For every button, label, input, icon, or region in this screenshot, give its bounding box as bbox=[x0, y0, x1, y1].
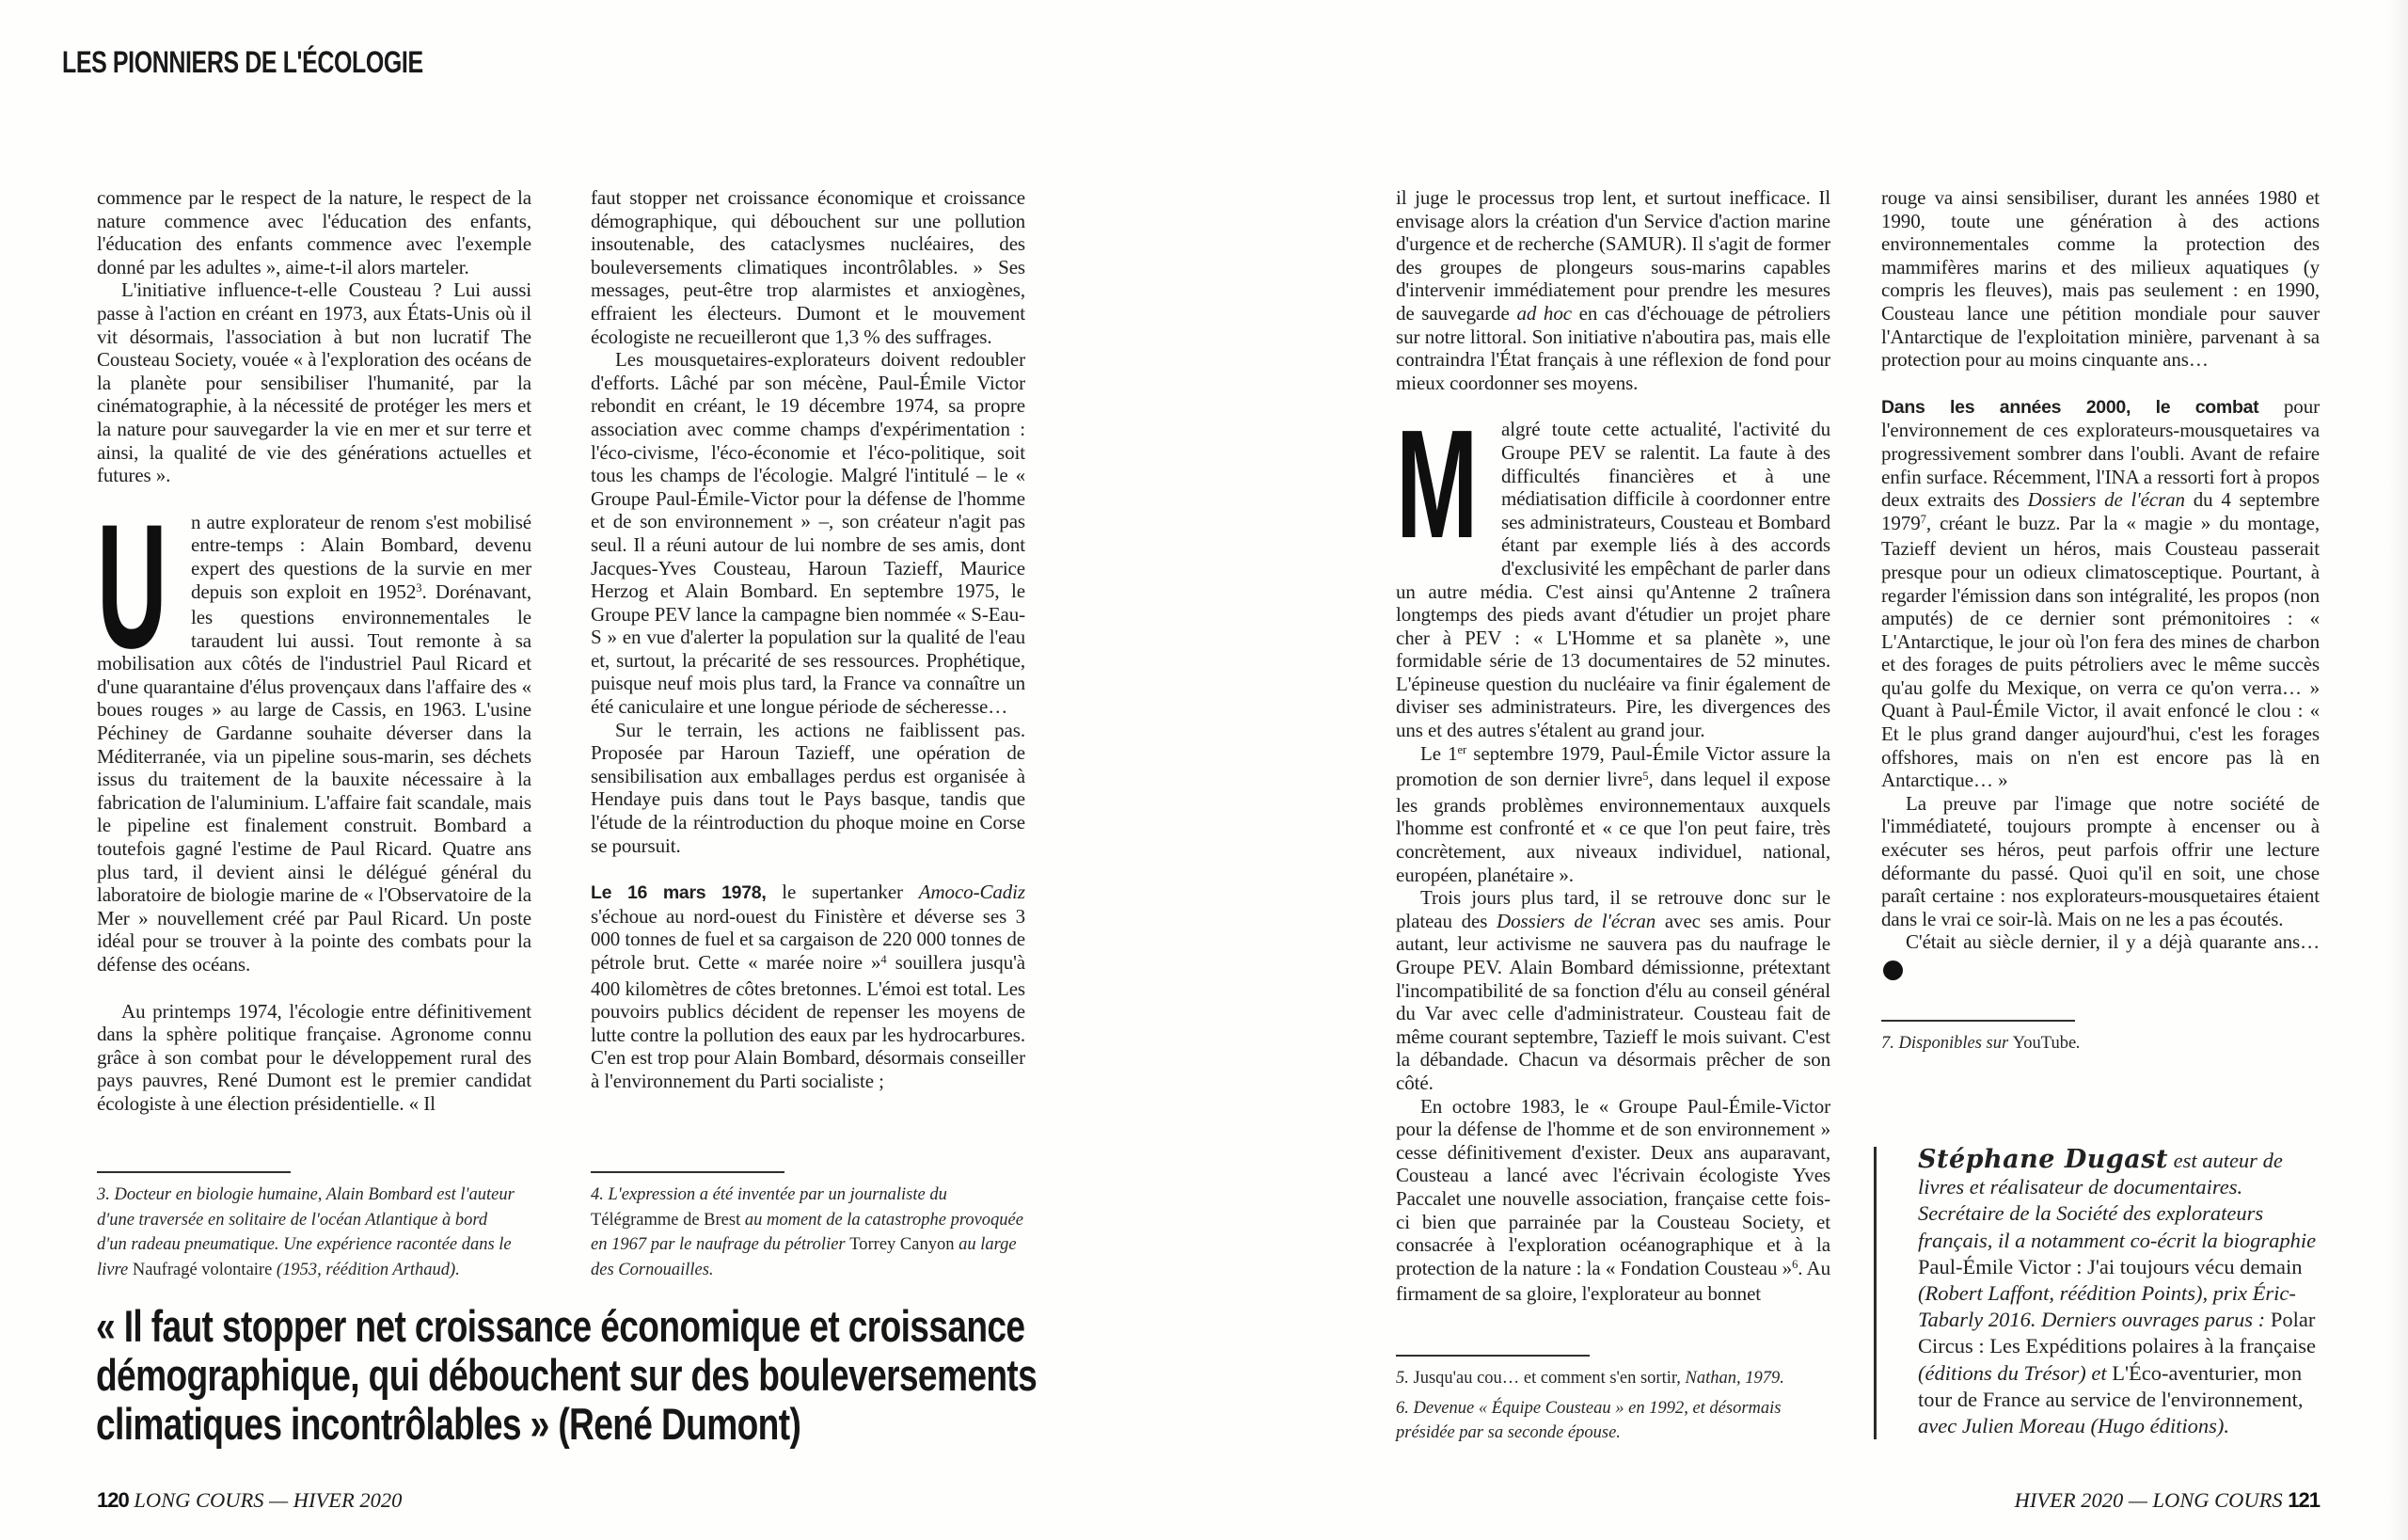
page-folio-right bbox=[1881, 1488, 2320, 1513]
text-run: s'échoue au nord-ouest du Finistère et déverse ses 3 000 tonnes de fuel et sa cargaison de 220 000 tonnes de pétrole brut. Cette « marée noire » bbox=[591, 904, 1025, 974]
author-bio-text bbox=[1918, 1145, 2317, 1438]
text-run: 7. Disponibles sur bbox=[1881, 1034, 2013, 1053]
folio-text: HIVER 2020 — LONG COURS bbox=[2014, 1488, 2283, 1512]
text-run: YouTube bbox=[2012, 1034, 2077, 1053]
text-column-3 bbox=[1396, 186, 1830, 1306]
text-run: er bbox=[1457, 743, 1467, 757]
text-run: 4. L'expression a été inventée par un journaliste du bbox=[591, 1185, 947, 1204]
text-run: 7 bbox=[1920, 513, 1926, 527]
text-run: faut stopper net croissance économique et croissance démographique, qui débouchent sur une pollution insoutenable, des cataclysmes nucléaires, des bouleversements climatiques incontrôlables. » Ses messages, peut-être trop alarmistes et anxiogènes, effraient les électeurs. Dumont et le mouvement écologiste ne recueilleront que 1,3 % des suffrages. bbox=[591, 186, 1025, 348]
text-run: . bbox=[2076, 1034, 2081, 1053]
paragraph bbox=[591, 186, 1025, 348]
end-mark-icon: S bbox=[1883, 961, 1903, 980]
text-run: Stéphane Dugast bbox=[1918, 1145, 2168, 1174]
footnote-text bbox=[1396, 1366, 1825, 1391]
text-run: . Dorénavant, les questions environnementales le taraudent lui aussi. Tout remonte à sa mobilisation aux côtés de l'industriel Paul Ricard et d'une quarantaine d'élus provençaux dans l'affaire des « boues rouges » au large de Cassis, en 1963. L'usine Péchiney de Gardanne souhaite déverser dans la Méditerranée, via un pipeline sous-marin, ses déchets issus du traitement de la bauxite nécessaire à la fabrication de l'aluminium. L'affaire fait scandale, mais le pipeline est finalement construit. Bombard a toutefois gagné l'estime de Paul Ricard. Quatre ans plus tard, il devient ainsi le délégué général du laboratoire de biologie marine de « l'Observatoire de la Mer » nouvellement créé par Paul Ricard. Un poste idéal pour se trouver à la pointe des combats pour la défense des océans. bbox=[97, 579, 532, 976]
text-run: est auteur de livres et réalisateur de documentaires. Secrétaire de la Société des explorateurs français, il a notamment co-écrit la biographie bbox=[1918, 1149, 2317, 1252]
paragraph bbox=[97, 278, 531, 486]
text-column-4 bbox=[1881, 186, 2320, 980]
text-run: au moment de la catastrophe provoquée en 1967 par le naufrage du pétrolier bbox=[591, 1210, 1023, 1254]
footnote-rule bbox=[1881, 1020, 2075, 1022]
footnotes-5-6 bbox=[1396, 1355, 1825, 1446]
text-run: au large des Cornouailles. bbox=[591, 1235, 1017, 1279]
page-number: 120 bbox=[97, 1488, 129, 1512]
text-run: 5 bbox=[1642, 769, 1649, 783]
footnote-4 bbox=[591, 1171, 1025, 1282]
paragraph bbox=[97, 1000, 531, 1116]
text-run: en cas d'échouage de pétroliers sur notre littoral. Son initiative n'aboutira pas, mais elle contraindra l'État français à une réflexion de fond pour mieux coordonner ses moyens. bbox=[1396, 301, 1830, 394]
text-run: Naufragé volontaire bbox=[132, 1260, 273, 1279]
text-run: 6 bbox=[1792, 1258, 1798, 1272]
text-run: commence par le respect de la nature, le respect de la nature commence avec l'éducation des enfants, l'éducation des enfants commence avec l'exemple donné par les adultes », aime-t-il alors marteler. bbox=[97, 186, 531, 278]
text-run: Le 1 bbox=[1420, 741, 1458, 765]
text-run: La preuve par l'image que notre société de l'immédiateté, toujours prompte à encenser ou à exécuter ses héros, peut parfois offrir une lecture déformante du passé. Quoi qu'il en soit, une chose paraît certaine : nos explorateurs-mousquetaires étaient dans le vrai ce soir-là. Mais on ne les a pas écoutés. bbox=[1881, 791, 2320, 930]
text-run: 4 bbox=[880, 952, 887, 966]
text-run: algré toute cette actualité, l'activité du Groupe PEV se ralentit. La faute à des difficultés financières et à une médiatisation difficile à coordonner entre ses administrateurs, Cousteau et Bombard étant par exemple liés à des accords d'exclusivité les empêchant de parler dans un autre média. C'est ainsi qu'Antenne 2 traînera longtemps des pieds avant d'étudier un projet phare cher à PEV : « L'Homme et sa planète », une formidable série de 13 documentaires de 52 minutes. L'épineuse question du nucléaire va finir également de diviser ses administrateurs. Pire, les divergences des uns et des autres s'étalent au grand jour. bbox=[1396, 418, 1830, 742]
text-run: , créant le buzz. Par la « magie » du montage, Tazieff devient un héros, mais Cousteau passerait presque pour un odieux climatosceptique. Pourtant, à regarder l'émission dans son intégralité, les propos (non amputés) de ce dernier sont prémonitoires : « L'Antarctique, le jour où l'on fera des mines de charbon et des forages de puits pétroliers avec le même succès qu'au golfe du Mexique, on verra ce qu'on verra… » Quant à Paul-Émile Victor, il avait enfoncé le clou : « Et le plus grand danger aujourd'hui, c'est les forages offshores, mais on n'en est encore pas là en Antarctique… » bbox=[1881, 511, 2320, 792]
footnote-3 bbox=[97, 1171, 520, 1282]
text-run: Jusqu'au cou… et comment s'en sortir, bbox=[1413, 1369, 1686, 1388]
text-run: souillera jusqu'à 400 kilomètres de côtes bretonnes. L'émoi est total. Les pouvoirs publics décident de repenser les moyens de lutte contre la pollution des eaux par les hydrocarbures. C'en est trop pour Alain Bombard, désormais conseiller à l'environnement du Parti socialiste ; bbox=[591, 951, 1026, 1092]
text-run: L'initiative influence-t-elle Cousteau ? Lui aussi passe à l'action en créant en 1973, aux États-Unis où il vit désormais, l'association à but non lucratif The Cousteau Society, vouée « à l'exploration des océans de la planète pour sensibiliser l'humanité, par la cinématographie, à la nécessité de protéger les mers et la nature pour sauvegarder la vie en mer et sur terre et ainsi, la qualité de vie des générations actuelles et futures ». bbox=[97, 278, 531, 487]
text-run: En octobre 1983, le « Groupe Paul-Émile-Victor pour la défense de l'homme et de son environnement » cesse définitivement d'exister. Deux ans auparavant, Cousteau a lancé avec l'écrivain écologiste Yves Paccalet une nouvelle association, française cette fois-ci bien que parrainée par la Cousteau Society, et consacrée à l'exploration océanographique et à la protection de la nature : la « Fondation Cousteau » bbox=[1396, 1094, 1830, 1279]
text-run: C'était au siècle dernier, il y a déjà quarante ans… bbox=[1906, 930, 2320, 954]
paragraph bbox=[591, 719, 1025, 858]
text-run: Les mousquetaires-explorateurs doivent redoubler d'efforts. Lâché par son mécène, Paul-Émile Victor rebondit en créant, le 19 décembre 1974, sa propre association avec comme champs d'expérimentation : l'éco-civisme, l'éco-économie et l'éco-politique, soit tous les champs de l'écologie. Malgré l'intitulé – le « Groupe Paul-Émile-Victor pour la défense de l'homme et de son environnement » –, son créateur n'agit pas seul. Il a réuni autour de lui nombre de ses amis, dont Jacques-Yves Cousteau, Haroun Tazieff, Maurice Herzog et Alain Bombard. En septembre 1975, le Groupe PEV lance la campagne bien nommée « S-Eau-S » en vue d'alerter la population sur la qualité de l'eau et, surtout, la précarité de ses ressources. Prophétique, puisque neuf mois plus tard, la France va connaître un été caniculaire et une longue période de sécheresse… bbox=[591, 348, 1025, 719]
text-run: 6. Devenue « Équipe Cousteau » en 1992, et désormais présidée par sa seconde épouse. bbox=[1396, 1398, 1782, 1442]
paragraph bbox=[1881, 395, 2320, 792]
footnote-text bbox=[1396, 1396, 1825, 1446]
paragraph bbox=[1396, 886, 1830, 1094]
page-folio-left bbox=[97, 1488, 402, 1513]
text-run: Polar Circus : Les Expéditions polaires à la française bbox=[1918, 1308, 2316, 1358]
text-run: , dans lequel il expose les grands problèmes environnementaux auxquels l'homme est confronté et « ce que l'on peut faire, très concrètement, aux niveaux individuel, national, européen, planétaire ». bbox=[1396, 768, 1830, 886]
text-run: Dossiers de l'écran bbox=[2027, 488, 2185, 512]
text-run: n autre explorateur de renom s'est mobilisé entre-temps : Alain Bombard, devenu expert des questions de la survie en mer depuis son exploit en 1952 bbox=[191, 510, 531, 603]
paragraph bbox=[1396, 186, 1830, 394]
text-run: (éditions du Trésor) et bbox=[1918, 1360, 2113, 1385]
text-run: Le 16 mars 1978, bbox=[591, 882, 767, 904]
text-run: Amoco-Cadiz bbox=[918, 881, 1025, 904]
text-run: ad hoc bbox=[1516, 301, 1572, 325]
paragraph bbox=[591, 881, 1025, 1092]
pull-quote: « Il faut stopper net croissance économique et croissance démographique, qui débouchent sur des bouleversements climatiques incontrôlables » (René Dumont) bbox=[96, 1301, 1038, 1449]
paragraph bbox=[1396, 398, 1830, 742]
drop-cap-u: U bbox=[97, 486, 167, 685]
text-column-2 bbox=[591, 186, 1025, 1093]
footnote-7 bbox=[1881, 1020, 2276, 1056]
text-run: avec ses amis. Pour autant, leur activisme ne sauvera pas du naufrage le Groupe PEV. Alain Bombard démissionne, prétextant l'incompatibilité de sa fonction d'élu au conseil général du Var avec celle d'administrateur. Cousteau fait de même courant septembre, Tazieff le mois suivant. C'est la débandade. Chacun va désormais prêcher de son côté. bbox=[1396, 909, 1830, 1094]
footnote-rule bbox=[1396, 1355, 1590, 1357]
paragraph bbox=[1881, 186, 2320, 372]
footnote-text bbox=[97, 1183, 520, 1282]
text-run: (Robert Laffont, réédition Points), prix Éric-Tabarly 2016. Derniers ouvrages parus : bbox=[1918, 1281, 2296, 1332]
text-run: pour l'environnement de ces explorateurs-mousquetaires va progressivement sombrer dans l'oubli. Avant de refaire enfin surface. Récemment, l'INA a ressorti fort à propos deux extraits des bbox=[1881, 394, 2320, 512]
footnote-rule bbox=[591, 1171, 784, 1173]
text-run: Nathan, 1979. bbox=[1685, 1369, 1784, 1388]
page-edge-shadow bbox=[2387, 0, 2408, 1540]
text-run: Sur le terrain, les actions ne faiblissent pas. Proposée par Haroun Tazieff, une opération de sensibilisation aux emballages perdus est organisée à Hendaye puis dans tout le Pays basque, tandis que l'étude de la réintroduction du phoque moine en Corse se poursuit. bbox=[591, 718, 1025, 857]
section-kicker: LES PIONNIERS DE L'ÉCOLOGIE bbox=[62, 45, 423, 79]
text-run: Torrey Canyon bbox=[849, 1235, 955, 1254]
text-run: 5. bbox=[1396, 1369, 1414, 1388]
folio-text: LONG COURS — HIVER 2020 bbox=[134, 1488, 403, 1512]
text-run: septembre 1979, Paul-Émile Victor assure la promotion de son dernier livre bbox=[1396, 741, 1831, 791]
paragraph bbox=[1396, 742, 1830, 887]
footnote-text bbox=[1881, 1031, 2276, 1056]
text-column-1 bbox=[97, 186, 531, 1116]
paragraph bbox=[1881, 930, 2320, 980]
paragraph bbox=[591, 348, 1025, 719]
drop-cap-m: M bbox=[1396, 398, 1479, 571]
text-run: le supertanker bbox=[766, 881, 919, 904]
text-run: du 4 septembre 1979 bbox=[1881, 488, 2320, 534]
paragraph bbox=[97, 486, 532, 976]
text-run: Paul-Émile Victor : J'ai toujours vécu demain bbox=[1918, 1254, 2303, 1278]
text-run: Dossiers de l'écran bbox=[1497, 909, 1656, 932]
text-run: . Au firmament de sa gloire, l'explorateur au bonnet bbox=[1396, 1256, 1830, 1306]
paragraph bbox=[1396, 1095, 1830, 1306]
text-run: Au printemps 1974, l'écologie entre définitivement dans la sphère politique française. Agronome connu grâce à son combat pour le développement rural des pays pauvres, René Dumont est le premier candidat écologiste à une élection présidentielle. « Il bbox=[97, 999, 531, 1115]
text-run: (1953, réédition Arthaud). bbox=[272, 1260, 460, 1279]
text-run: 3. Docteur en biologie humaine, Alain Bombard est l'auteur d'une traversée en solitaire de l'océan Atlantique à bord d'un radeau pneumatique. Une expérience racontée dans le livre bbox=[97, 1185, 515, 1279]
footnote-rule bbox=[97, 1171, 291, 1173]
text-run: L'Éco-aventurier, mon tour de France au service de l'environnement, bbox=[1918, 1360, 2304, 1411]
text-run: avec Julien Moreau (Hugo éditions). bbox=[1918, 1414, 2229, 1438]
text-run: Trois jours plus tard, il se retrouve donc sur le plateau des bbox=[1396, 886, 1830, 932]
text-run: rouge va ainsi sensibiliser, durant les années 1980 et 1990, toute une génération à des actions environnementales comme la protection des mammifères marins et des milieux aquatiques (y compris les fleuves), mais pas seulement : en 1990, Cousteau lance une pétition mondiale pour sauver l'Antarctique de l'exploitation minière, parvenant à sa protection pour au moins cinquante ans… bbox=[1881, 186, 2320, 372]
paragraph bbox=[97, 186, 531, 278]
text-run: 3 bbox=[416, 581, 422, 595]
paragraph bbox=[1881, 792, 2320, 931]
text-run: Dans les années 2000, le combat bbox=[1881, 396, 2259, 418]
page-number: 121 bbox=[2288, 1488, 2320, 1512]
text-run: Télégramme de Brest bbox=[591, 1210, 741, 1230]
text-run: il juge le processus trop lent, et surtout inefficace. Il envisage alors la création d'un Service d'action marine d'urgence et de recherche (SAMUR). Il s'agit de former des groupes de plongeurs sous-marins capables d'intervenir immédiatement pour prendre les mesures de sauvegarde bbox=[1396, 186, 1830, 325]
footnote-text bbox=[591, 1183, 1025, 1282]
author-bio bbox=[1874, 1147, 2317, 1439]
